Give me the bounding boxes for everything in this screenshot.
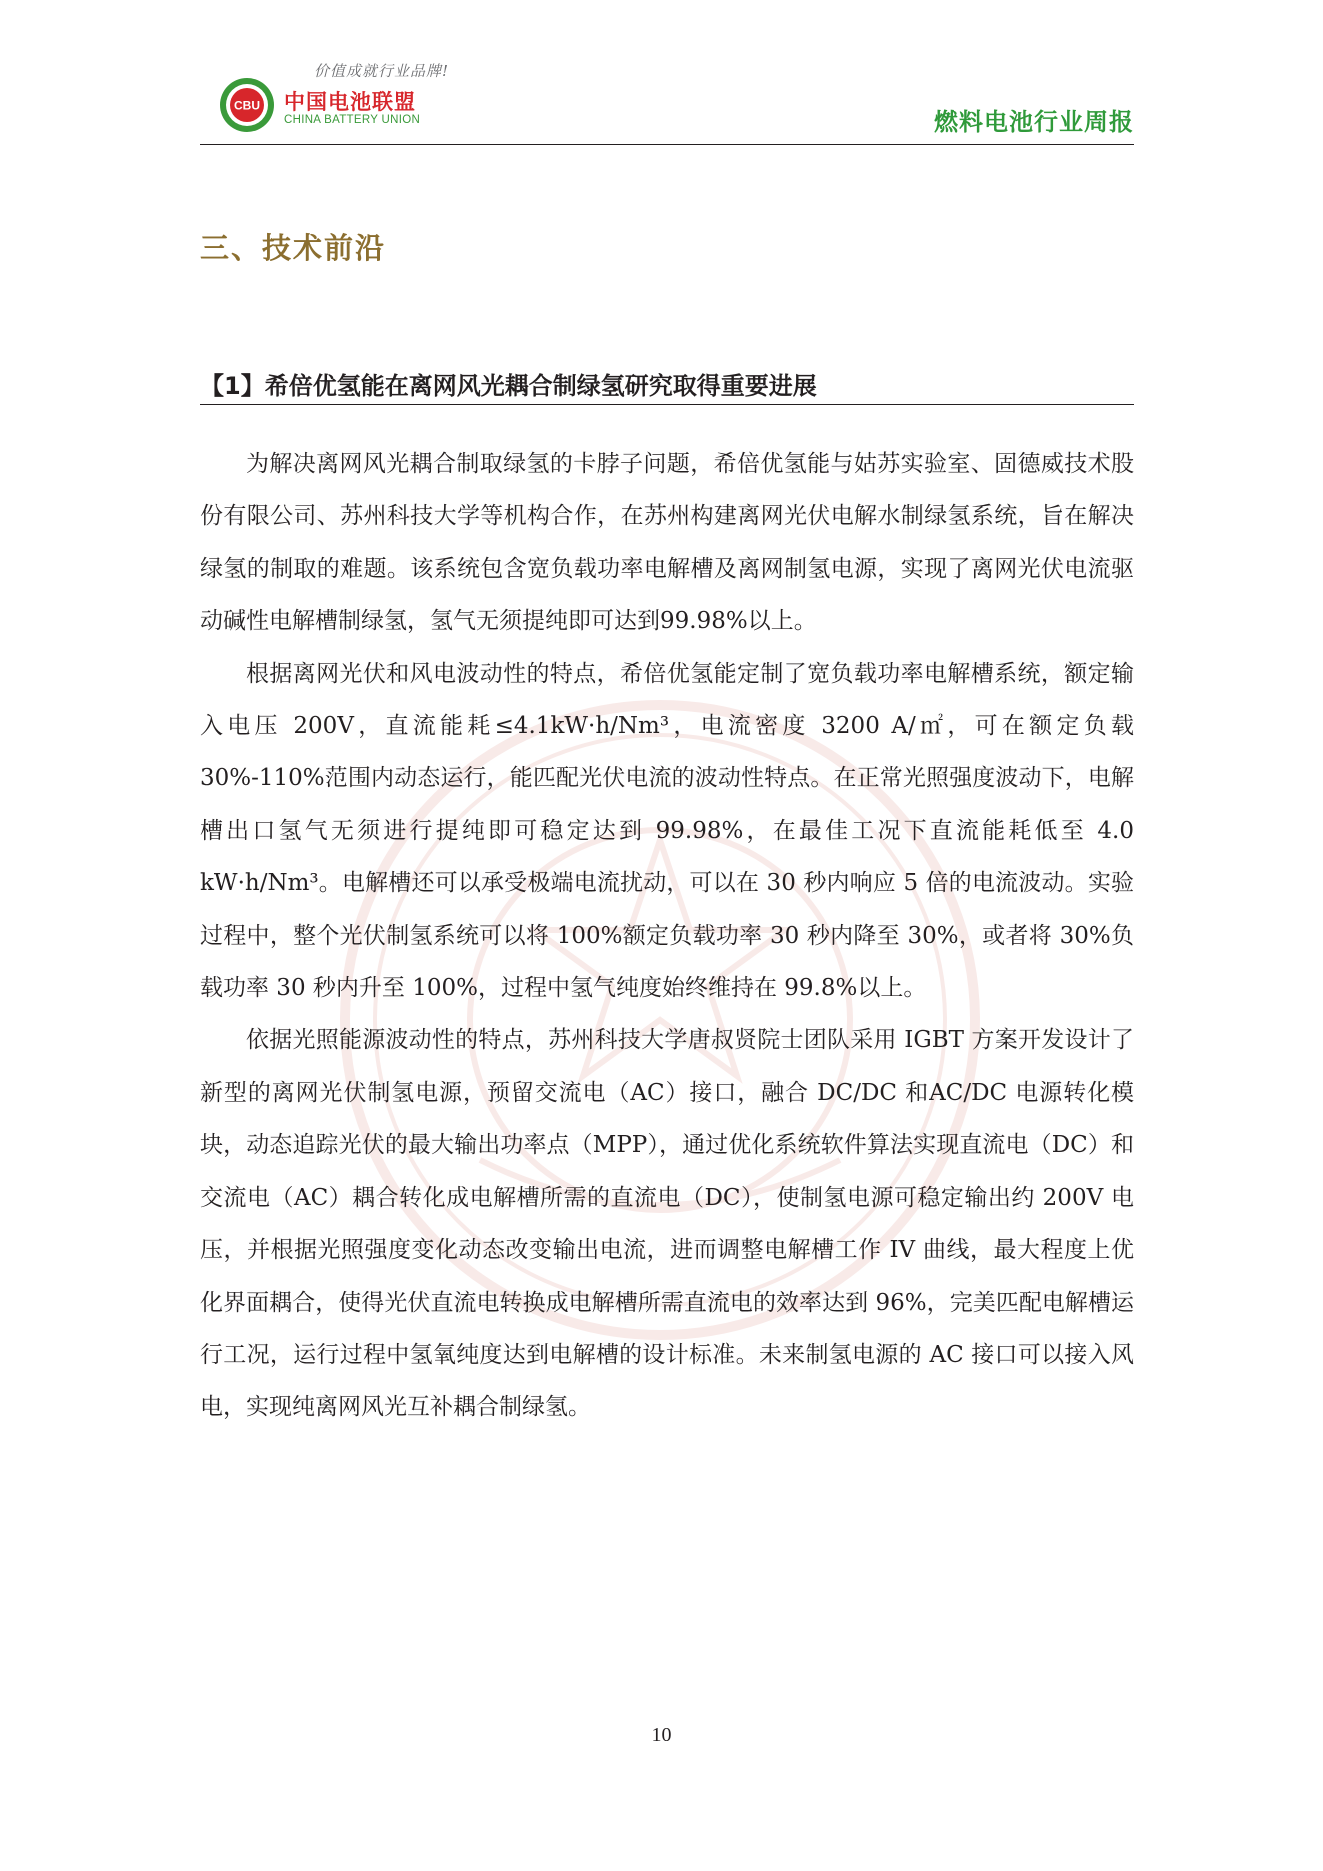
logo-abbr: CBU: [234, 98, 260, 113]
cbu-logo: [218, 56, 458, 138]
logo-name: 中国电池联盟: [284, 90, 416, 114]
title-divider: [200, 404, 1134, 405]
section-heading: 三、技术前沿: [200, 231, 387, 265]
cbu-logo-icon: [218, 76, 276, 134]
paragraph: 根据离网光伏和风电波动性的特点，希倍优氢能定制了宽负载功率电解槽系统，额定输入电压 200V，直流能耗≤4.1kW·h/Nm³，电流密度 3200 A/㎡，可在额定负载 30%-110%范围内动态运行，能匹配光伏电流的波动性特点。在正常光照强度波动下，电解槽出口氢气无须进行提纯即可稳定达到 99.98%，在最佳工况下直流能耗低至 4.0 kW·h/Nm³。电解槽还可以承受极端电流扰动，可以在 30 秒内响应 5 倍的电流波动。实验过程中，整个光伏制氢系统可以将 100%额定负载功率 30 秒内降至 30%，或者将 30%负载功率 30 秒内升至 100%，过程中氢气纯度始终维持在 99.8%以上。: [200, 660, 1134, 1002]
article-body: [200, 438, 1134, 1434]
logo-name-en: CHINA BATTERY UNION: [284, 114, 421, 126]
paragraph: 为解决离网风光耦合制取绿氢的卡脖子问题，希倍优氢能与姑苏实验室、固德威技术股份有限公司、苏州科技大学等机构合作，在苏州构建离网光伏电解水制绿氢系统，旨在解决绿氢的制取的难题。该系统包含宽负载功率电解槽及离网制氢电源，实现了离网光伏电流驱动碱性电解槽制绿氢，氢气无须提纯即可达到99.98%以上。: [200, 451, 1134, 635]
paragraph: 依据光照能源波动性的特点，苏州科技大学唐叔贤院士团队采用 IGBT 方案开发设计了新型的离网光伏制氢电源，预留交流电（AC）接口，融合 DC/DC 和AC/DC 电源转化模块，动态追踪光伏的最大输出功率点（MPP），通过优化系统软件算法实现直流电（DC）和交流电（AC）耦合转化成电解槽所需的直流电（DC），使制氢电源可稳定输出约 200V 电压，并根据光照强度变化动态改变输出电流，进而调整电解槽工作 IV 曲线，最大程度上优化界面耦合，使得光伏直流电转换成电解槽所需直流电的效率达到 96%，完美匹配电解槽运行工况，运行过程中氢氧纯度达到电解槽的设计标准。未来制氢电源的 AC 接口可以接入风电，实现纯离网风光互补耦合制绿氢。: [200, 1027, 1134, 1421]
logo-slogan: 价值成就行业品牌!: [314, 62, 450, 80]
header-divider: [200, 144, 1134, 145]
page-number: 10: [651, 1724, 672, 1746]
page-header: [200, 56, 1134, 144]
report-title: 燃料电池行业周报: [934, 108, 1134, 136]
article-title: 【1】希倍优氢能在离网风光耦合制绿氢研究取得重要进展: [200, 372, 817, 400]
